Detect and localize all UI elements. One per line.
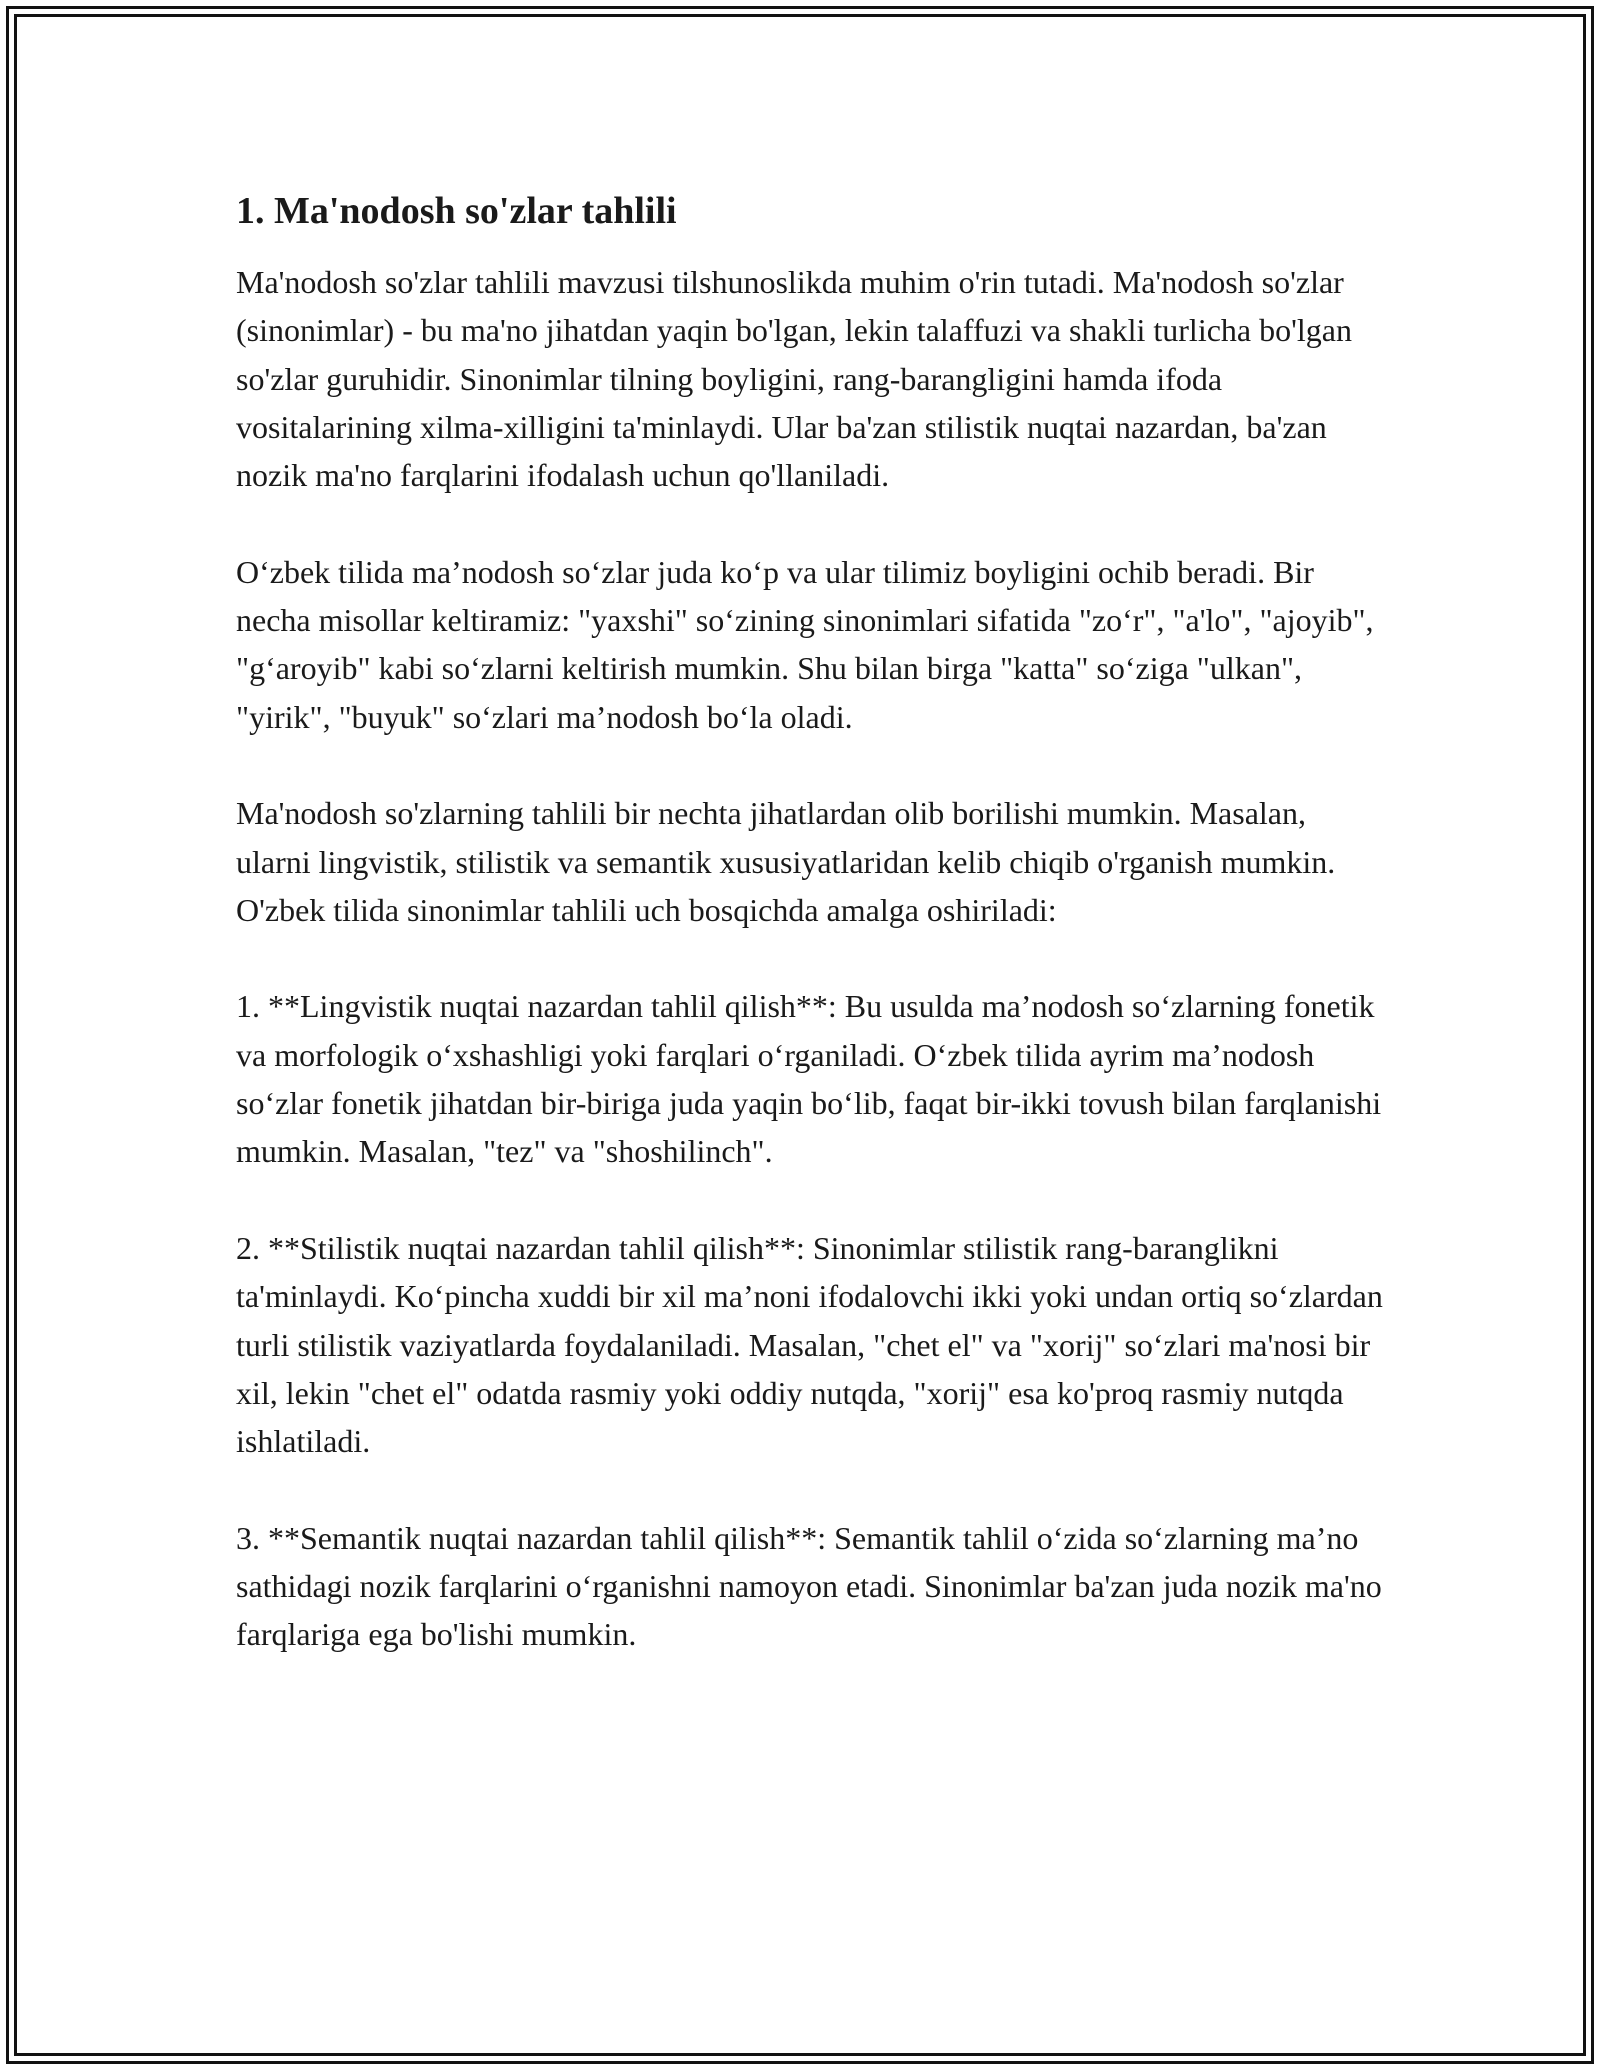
paragraph-stylistic: 2. **Stilistik nuqtai nazardan tahlil qilish**: Sinonimlar stilistik rang-baranglikni ta'minlaydi. Ko‘pincha xuddi bir xil ma’noni ifodalovchi ikki yoki undan ortiq so‘zlardan turli stilistik vaziyatlarda foydalaniladi. Masalan, "chet el" va "xorij" so‘zlari ma'nosi bir xil, lekin "chet el" odatda rasmiy yoki oddiy nutqda, "xorij" esa ko'proq rasmiy nutqda ishlatiladi. — [236, 1229, 1383, 1460]
paragraph-semantic: 3. **Semantik nuqtai nazardan tahlil qilish**: Semantik tahlil o‘zida so‘zlarning ma’no sathidagi nozik farqlarini o‘rganishni namoyon etadi. Sinonimlar ba'zan juda nozik ma'no farqlariga ega bo'lishi mumkin. — [236, 1519, 1382, 1653]
paragraph-linguistic: 1. **Lingvistik nuqtai nazardan tahlil qilish**: Bu usulda ma’nodosh so‘zlarning fonetik va morfologik o‘xshashligi yoki farqlari o‘rganiladi. O‘zbek tilida ayrim ma’nodosh so‘zlar fonetik jihatdan bir-biriga juda yaqin bo‘lib, faqat bir-ikki tovush bilan farqlanishi mumkin. Masalan, "tez" va "shoshilinch". — [236, 988, 1382, 1170]
paragraph-examples: O‘zbek tilida ma’nodosh so‘zlar juda ko‘p va ular tilimiz boyligini ochib beradi. Bir necha misollar keltiramiz: "yaxshi" so‘zining sinonimlari sifatida "zo‘r", "a'lo", "ajoyib", "g‘aroyib" kabi so‘zlarni keltirish mumkin. Shu bilan birga "katta" so‘ziga "ulkan", "yirik", "buyuk" so‘zlari ma’nodosh bo‘la oladi. — [236, 553, 1374, 735]
document-body — [236, 186, 1386, 1659]
paragraph-intro: Ma'nodosh so'zlar tahlili mavzusi tilshunoslikda muhim o'rin tutadi. Ma'nodosh so'zlar (sinonimlar) - bu ma'no jihatdan yaqin bo'lgan, lekin talaffuzi va shakli turlicha bo'lgan so'zlar guruhidir. Sinonimlar tilning boyligini, rang-barangligini hamda ifoda vositalarining xilma-xilligini ta'minlaydi. Ular ba'zan stilistik nuqtai nazardan, ba'zan nozik ma'no farqlarini ifodalash uchun qo'llaniladi. — [236, 264, 1352, 494]
paragraph-analysis-overview: Ma'nodosh so'zlarning tahlili bir nechta jihatlardan olib borilishi mumkin. Masalan, ularni lingvistik, stilistik va semantik xususiyatlaridan kelib chiqib o'rganish mumkin. O'zbek tilida sinonimlar tahlili uch bosqichda amalga oshiriladi: — [236, 795, 1336, 928]
section-title: 1. Ma'nodosh so'zlar tahlili — [236, 190, 677, 232]
